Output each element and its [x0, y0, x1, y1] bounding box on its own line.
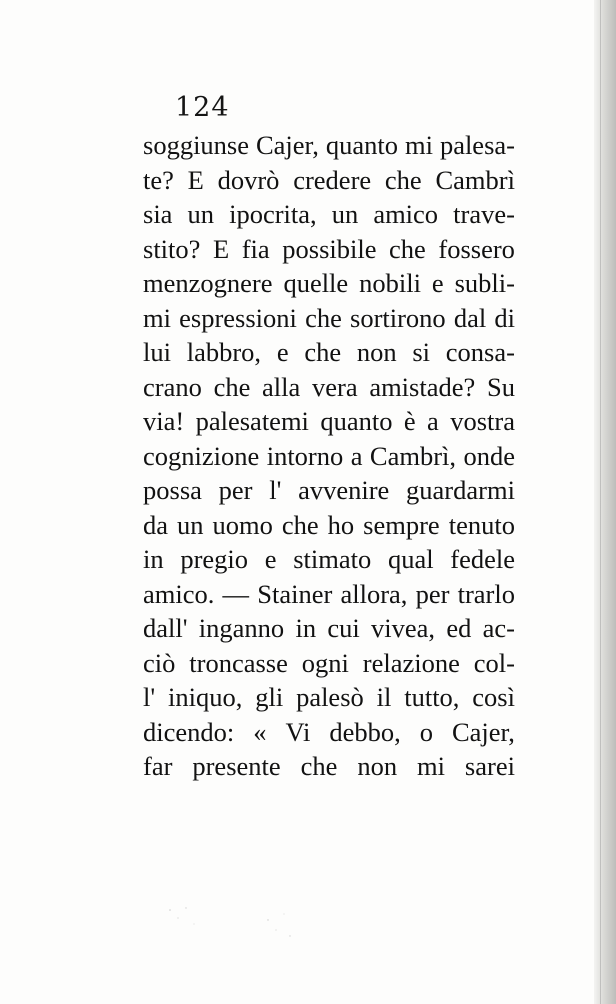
text-line: [143, 404, 515, 439]
word: tenuto: [448, 509, 515, 540]
word: mi: [404, 130, 433, 160]
word: qual: [387, 544, 434, 574]
text-line: [143, 370, 515, 405]
word: ipocrita,: [229, 199, 317, 229]
word: in: [295, 613, 317, 643]
word: un: [331, 199, 359, 229]
text-line: [143, 266, 515, 301]
text-line: [143, 439, 515, 474]
word: far: [143, 751, 173, 781]
word: e: [264, 544, 277, 574]
word: E: [187, 164, 204, 195]
word: iniquo,: [168, 682, 243, 712]
page-number: 124: [175, 92, 230, 123]
word: Cambrì,: [369, 440, 457, 471]
word: vera: [312, 371, 358, 402]
text-line: [143, 715, 515, 750]
word: a: [350, 440, 363, 471]
word: che: [389, 233, 426, 264]
word: stito?: [143, 233, 201, 264]
word: vostra: [450, 406, 515, 436]
word: di: [494, 302, 515, 333]
word: non: [357, 751, 398, 781]
word: ogni: [301, 647, 349, 678]
word: palesò: [296, 682, 364, 712]
word: inganno: [198, 613, 285, 643]
word: quelle: [283, 268, 349, 298]
word: subli-: [454, 268, 515, 298]
word: credere: [293, 164, 372, 195]
word: dall': [143, 613, 188, 643]
word: un: [177, 509, 204, 540]
word: fossero: [438, 233, 515, 264]
word: che: [384, 164, 422, 195]
word: sortirono: [350, 302, 446, 333]
word: gli: [255, 682, 284, 712]
word: Vi: [285, 716, 311, 747]
word: mi: [417, 751, 445, 781]
word: che: [305, 302, 342, 333]
word: quanto: [325, 130, 399, 160]
word: presente: [192, 751, 281, 781]
word: per: [218, 475, 253, 505]
text-line: [143, 508, 515, 543]
word: mi: [143, 302, 171, 333]
word: che: [304, 337, 342, 367]
word: nobili: [359, 268, 421, 298]
word: «: [253, 716, 267, 747]
text-line: [143, 301, 515, 336]
word: intorno: [266, 440, 344, 471]
word: si: [412, 337, 431, 367]
text-line: [143, 542, 515, 577]
text-line: [143, 232, 515, 267]
word: allora,: [340, 578, 408, 609]
word: crano: [143, 371, 202, 402]
word: sempre: [363, 509, 440, 540]
word: che: [213, 371, 251, 402]
word: e: [276, 337, 289, 367]
word: debbo,: [329, 716, 401, 747]
word: dovrò: [217, 164, 280, 195]
text-line: [143, 128, 515, 163]
word: ac-: [482, 613, 515, 643]
word: fia: [241, 233, 270, 264]
word: lui: [143, 337, 171, 367]
word: E: [212, 233, 230, 264]
word: l': [269, 475, 282, 505]
word: uomo: [212, 509, 273, 540]
word: quanto: [320, 406, 393, 436]
word: relazione: [362, 647, 460, 678]
word: palesa-: [439, 130, 515, 160]
word: pregio: [180, 544, 249, 574]
word: amistade?: [369, 371, 476, 402]
word: te?: [143, 164, 174, 195]
text-line: [143, 335, 515, 370]
word: ho: [327, 509, 355, 540]
body-text: [143, 128, 515, 784]
word: cui: [327, 613, 360, 643]
text-line: [143, 577, 515, 612]
word: tutto,: [404, 682, 460, 712]
text-line: [143, 646, 515, 681]
text-line: [143, 473, 515, 508]
word: trave-: [453, 199, 515, 229]
word: ciò: [143, 647, 176, 678]
word: cognizione: [143, 440, 260, 471]
text-line: [143, 163, 515, 198]
word: che: [281, 509, 319, 540]
word: Cajer,: [451, 716, 515, 747]
word: che: [300, 751, 338, 781]
word: —: [222, 578, 250, 609]
word: l': [143, 682, 156, 712]
word: vivea,: [371, 613, 436, 643]
word: espressioni: [179, 302, 297, 333]
word: amico: [373, 199, 439, 229]
word: dicendo:: [143, 716, 235, 747]
word: dal: [453, 302, 487, 333]
word: così: [472, 682, 515, 712]
word: labbro,: [186, 337, 262, 367]
word: alla: [262, 371, 301, 402]
word: possibile: [282, 233, 377, 264]
word: Cambrì: [435, 164, 515, 195]
word: amico.: [143, 578, 215, 609]
text-line: [143, 680, 515, 715]
word: palesatemi: [195, 406, 309, 436]
word: non: [356, 337, 397, 367]
word: stimato: [293, 544, 372, 574]
word: Stainer: [257, 578, 333, 609]
word: troncasse: [189, 647, 288, 678]
word: da: [143, 509, 169, 540]
word: menzognere: [143, 268, 273, 298]
word: in: [143, 544, 164, 574]
page-edge-shadow: [594, 0, 616, 1004]
text-line: [143, 611, 515, 646]
text-line: [143, 749, 515, 784]
word: guardarmi: [406, 475, 515, 505]
word: un: [187, 199, 215, 229]
word: fedele: [450, 544, 515, 574]
word: consa-: [445, 337, 515, 367]
word: il: [376, 682, 392, 712]
word: trarlo: [457, 578, 515, 609]
word: è: [403, 406, 416, 436]
word: via!: [143, 406, 185, 436]
word: avvenire: [298, 475, 390, 505]
paper-specks: [150, 890, 310, 960]
word: a: [427, 406, 439, 436]
word: soggiunse: [143, 130, 249, 160]
word: Su: [486, 371, 515, 402]
word: e: [431, 268, 444, 298]
word: onde: [463, 440, 515, 471]
word: o: [419, 716, 433, 747]
word: Cajer,: [255, 130, 319, 160]
text-line: [143, 197, 515, 232]
word: per: [415, 578, 450, 609]
word: sarei: [464, 751, 515, 781]
word: col-: [473, 647, 515, 678]
word: sia: [143, 199, 173, 229]
word: possa: [143, 475, 202, 505]
word: ed: [446, 613, 472, 643]
